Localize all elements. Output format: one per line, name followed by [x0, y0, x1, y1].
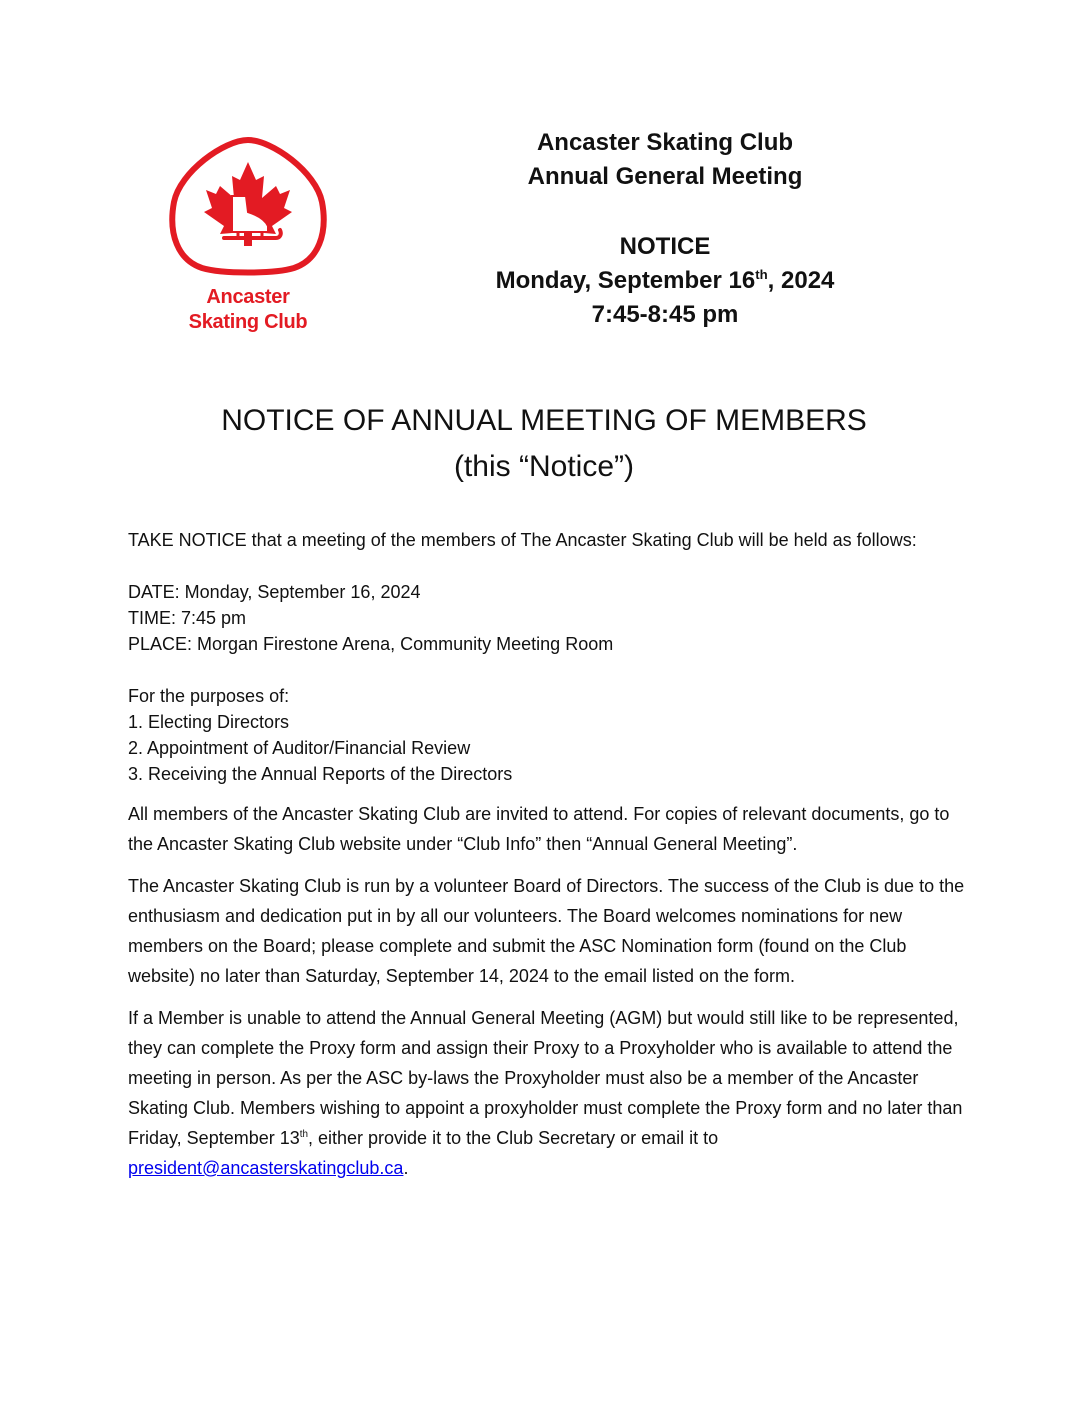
meeting-details: [128, 579, 978, 657]
proxy-paragraph: [128, 1003, 978, 1183]
notice-title-line-1: NOTICE OF ANNUAL MEETING OF MEMBERS: [221, 404, 867, 437]
club-logo: [168, 134, 328, 339]
meeting-date-suffix: th: [755, 267, 768, 282]
detail-time: TIME: 7:45 pm: [128, 608, 247, 628]
meeting-date-main: Monday, September 16: [495, 267, 756, 294]
detail-place: PLACE: Morgan Firestone Arena, Community Meeting Room: [128, 634, 614, 654]
notice-body: [128, 527, 978, 1183]
intro-paragraph: TAKE NOTICE that a meeting of the members of The Ancaster Skating Club will be held as follows:: [128, 530, 917, 550]
logo-line-1: Ancaster: [206, 286, 290, 308]
notice-label: NOTICE: [619, 233, 711, 260]
purposes-list: [128, 683, 978, 787]
board-paragraph: The Ancaster Skating Club is run by a volunteer Board of Directors. The success of the Club is due to the enthusiasm and dedication put in by all our volunteers. The Board welcomes nominations for new members on the Board; please complete and submit the ASC Nomination form (found on the Club website) no later than Saturday, September 14, 2024 to the email listed on the form.: [128, 876, 965, 986]
notice-title: [100, 398, 988, 490]
president-email-link[interactable]: president@ancasterskatingclub.ca: [128, 1158, 404, 1178]
purposes-heading: For the purposes of:: [128, 686, 290, 706]
maple-leaf-skate-icon: [168, 134, 328, 279]
logo-wordmark: [168, 285, 328, 335]
purpose-item: 1. Electing Directors: [128, 712, 290, 732]
club-name: Ancaster Skating Club: [536, 129, 794, 156]
proxy-text-end: .: [403, 1158, 409, 1178]
meeting-date: [440, 264, 890, 298]
logo-line-2: Skating Club: [188, 311, 308, 333]
purpose-item: 3. Receiving the Annual Reports of the Directors: [128, 764, 513, 784]
proxy-text-continued: , either provide it to the Club Secretary or email it to: [308, 1128, 719, 1148]
meeting-time: 7:45-8:45 pm: [591, 301, 739, 328]
attendance-paragraph: All members of the Ancaster Skating Club are invited to attend. For copies of relevant documents, go to the Ancaster Skating Club website under “Club Info” then “Annual General Meeting”.: [128, 804, 950, 854]
proxy-date-suffix: th: [299, 1129, 308, 1140]
meeting-date-year: , 2024: [767, 267, 835, 294]
meeting-header: [440, 126, 890, 332]
proxy-text: If a Member is unable to attend the Annual General Meeting (AGM) but would still like to be represented, they can complete the Proxy form and assign their Proxy to a Proxyholder who is available to attend the meeting in person. As per the ASC by-laws the Proxyholder must also be a member of the Ancaster Skating Club. Members wishing to appoint a proxyholder must complete the Proxy form and no later than Friday, September 13: [128, 1008, 963, 1148]
detail-date: DATE: Monday, September 16, 2024: [128, 582, 421, 602]
meeting-name: Annual General Meeting: [527, 163, 803, 190]
notice-title-line-2: (this “Notice”): [453, 450, 634, 483]
purpose-item: 2. Appointment of Auditor/Financial Review: [128, 738, 471, 758]
